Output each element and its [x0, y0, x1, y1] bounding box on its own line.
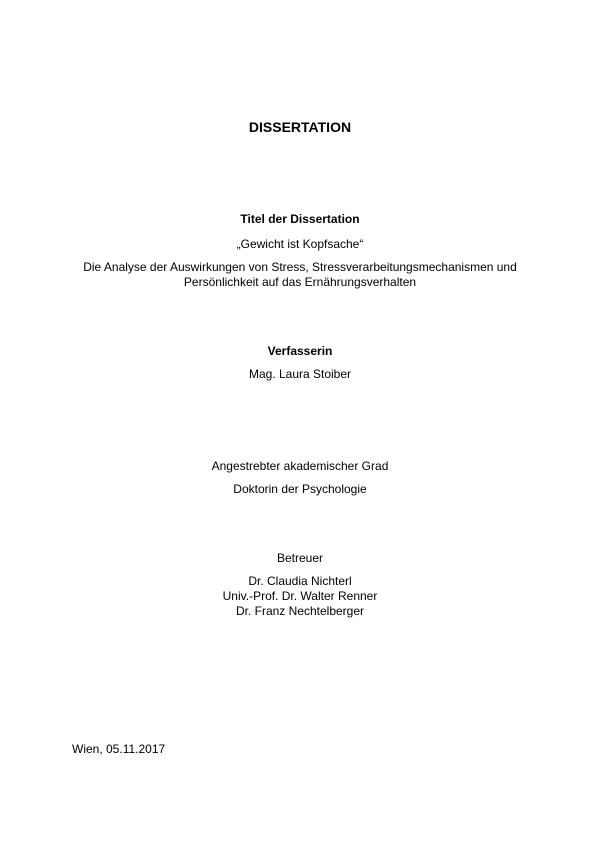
thesis-subtitle-line-2: Persönlichkeit auf das Ernährungsverhalten	[183, 275, 417, 289]
thesis-subtitle-line-1: Die Analyse der Auswirkungen von Stress, Stressverarbeitungsmechanismen und	[83, 260, 517, 274]
supervisor-1: Dr. Claudia Nichterl	[248, 574, 352, 588]
degree: Doktorin der Psychologie	[233, 482, 367, 496]
place-and-date: Wien, 05.11.2017	[72, 742, 166, 756]
author-name: Mag. Laura Stoiber	[248, 367, 352, 381]
supervisor-label: Betreuer	[276, 551, 324, 565]
degree-label: Angestrebter akademischer Grad	[211, 459, 389, 473]
supervisor-2: Univ.-Prof. Dr. Walter Renner	[222, 589, 378, 603]
author-label: Verfasserin	[267, 344, 333, 358]
thesis-title-label: Titel der Dissertation	[240, 212, 360, 226]
supervisor-3: Dr. Franz Nechtelberger	[235, 604, 365, 618]
document-heading: DISSERTATION	[248, 119, 352, 135]
thesis-title: „Gewicht ist Kopfsache“	[236, 237, 364, 251]
